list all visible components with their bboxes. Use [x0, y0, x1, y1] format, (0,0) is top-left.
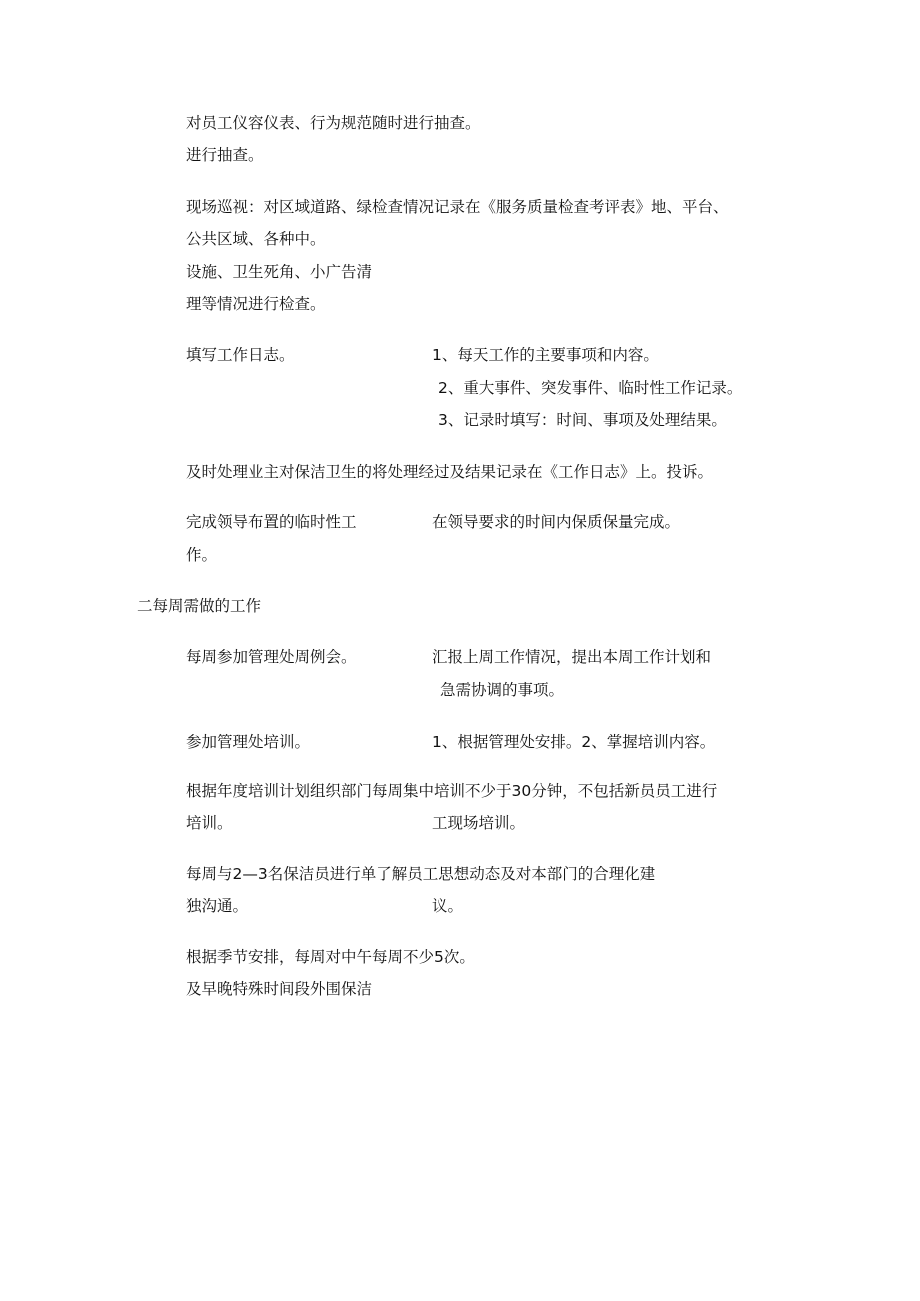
line-inspect-continued: 进行抽查。 [186, 146, 264, 164]
line-cleaner-communication-a: 独沟通。 [186, 897, 249, 915]
line-facilities: 设施、卫生死角、小广告清 [186, 263, 373, 281]
line-inspect-appearance: 对员工仪容仪表、行为规范随时进行抽查。 [186, 114, 481, 132]
line-temporary-task: 完成领导布置的临时性工 [186, 513, 357, 531]
section-heading-weekly: 二每周需做的工作 [137, 597, 262, 615]
line-training-detail: 1、根据管理处安排。2、掌握培训内容。 [432, 733, 716, 751]
line-public-areas: 公共区域、各种中。 [186, 230, 326, 248]
line-weekly-meeting-detail-2: 急需协调的事项。 [440, 681, 565, 699]
line-seasonal: 根据季节安排，每周对中午每周不少5次。 [186, 948, 475, 966]
line-work-log-task: 填写工作日志。 [186, 346, 295, 364]
line-training: 参加管理处培训。 [186, 733, 311, 751]
line-temporary-task-standard: 在领导要求的时间内保质保量完成。 [432, 513, 681, 531]
line-annual-training-b: 工现场培训。 [432, 814, 526, 832]
line-work-log-item-3: 3、记录时填写：时间、事项及处理结果。 [438, 411, 727, 429]
line-site-patrol: 现场巡视：对区域道路、绿检查情况记录在《服务质量检查考评表》地、平台、 [186, 198, 729, 216]
line-weekly-meeting-detail: 汇报上周工作情况，提出本周工作计划和 [432, 648, 712, 666]
line-weekly-meeting: 每周参加管理处周例会。 [186, 648, 357, 666]
line-cleaner-communication: 每周与2—3名保洁员进行单了解员工思想动态及对本部门的合理化建 [186, 865, 656, 883]
line-work-log-item-2: 2、重大事件、突发事件、临时性工作记录。 [438, 379, 743, 397]
line-cleaner-communication-b: 议。 [432, 897, 464, 915]
line-annual-training-a: 培训。 [186, 814, 233, 832]
line-work-log-item-1: 1、每天工作的主要事项和内容。 [432, 346, 659, 364]
line-check-conditions: 理等情况进行检查。 [186, 295, 326, 313]
line-temporary-task-continued: 作。 [186, 546, 218, 564]
line-complaints: 及时处理业主对保洁卫生的将处理经过及结果记录在《工作日志》上。投诉。 [186, 463, 714, 481]
line-seasonal-continued: 及早晚特殊时间段外围保洁 [186, 980, 373, 998]
line-annual-training: 根据年度培训计划组织部门每周集中培训不少于30分钟，不包括新员员工进行 [186, 782, 718, 800]
